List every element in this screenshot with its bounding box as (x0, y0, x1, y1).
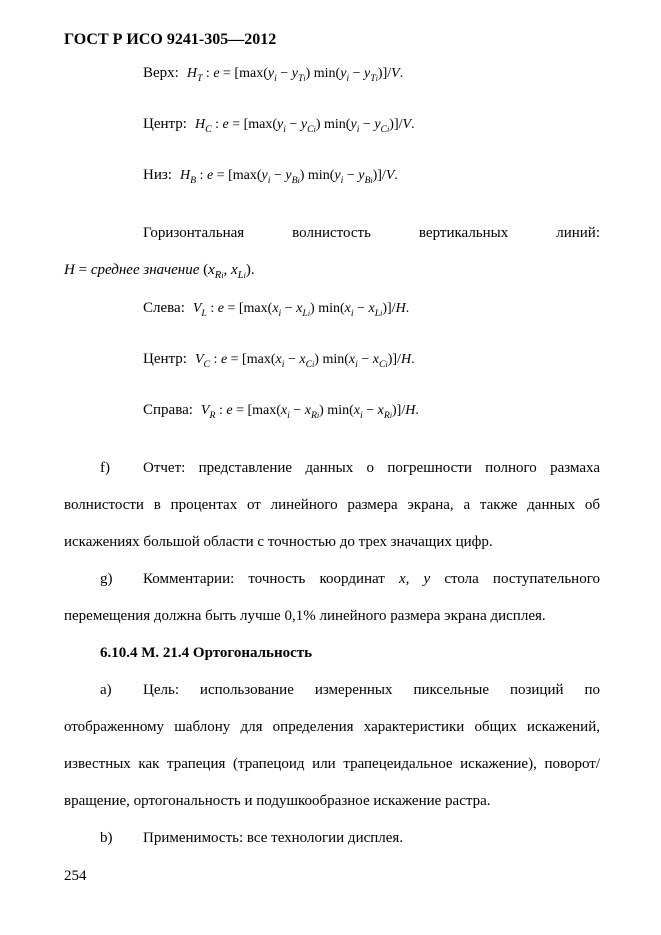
paragraph-b-applicability (64, 820, 600, 857)
paragraph-g-text: Комментарии: точность координат x, y стола поступательного перемещения должна быть лучше 0,1% линейного размера экрана дисплея. (64, 571, 600, 624)
formula-row-center-h (143, 113, 600, 136)
paragraph-b-text: Применимость: все технологии дисплея. (143, 830, 404, 846)
formula-label-center-v: Центр: (143, 351, 187, 367)
horizontal-waviness-paragraph (64, 215, 600, 289)
formula-row-center-v (143, 348, 600, 371)
formula-label-top: Верх: (143, 65, 179, 81)
paragraph-g-comments (64, 561, 600, 635)
formula-row-bottom (143, 164, 600, 187)
waviness-statement-line: Горизонтальная волнистость вертикальных линий: (143, 225, 600, 241)
document-header: ГОСТ Р ИСО 9241-305—2012 (64, 31, 277, 48)
formula-expression-left: $V_L$ : $e = [\max(x_i - x_{Li}) \min(x_i - x_{Li})]/H$. (192, 301, 410, 319)
formula-row-right (143, 399, 600, 422)
formula-expression-center-h: $H_C$ : $e = [\max(y_i - y_{Ci}) \min(y_i - y_{Ci})]/V$. (194, 117, 415, 135)
formula-expression-right: $V_R$ : $e = [\max(x_i - x_{Ri}) \min(x_i - x_{Ri})]/H$. (200, 403, 419, 421)
formula-label-center-h: Центр: (143, 116, 187, 132)
formula-label-left: Слева: (143, 300, 185, 316)
list-marker-b: b) (100, 830, 113, 846)
paragraph-f-text: Отчет: представление данных о погрешности полного размаха волнистости в процентах от линейного размера экрана, а также данных об искажениях большой области с точностью до трех значащих цифр. (64, 460, 600, 550)
formula-expression-top: $H_T$ : $e = [\max(y_i - y_{Ti}) \min(y_i - y_{Ti})]/V$. (186, 66, 404, 84)
waviness-definition-line: H = среднее значение ($x_{Ri}$, $x_{Li}$). (64, 262, 255, 281)
section-heading-orthogonality: 6.10.4 М. 21.4 Ортогональность (100, 645, 313, 661)
formula-row-top (143, 62, 600, 85)
list-marker-g: g) (100, 571, 113, 587)
formula-expression-bottom: $H_B$ : $e = [\max(y_i - y_{Bi}) \min(y_i - y_{Bi})]/V$. (179, 168, 398, 186)
formula-label-bottom: Низ: (143, 167, 172, 183)
paragraph-f-report (64, 450, 600, 561)
formula-row-left (143, 297, 600, 320)
paragraph-a-text: Цель: использование измеренных пиксельные позиций по отображенному шаблону для определения характеристики общих искажений, известных как трапеция (трапецоид или трапецеидальное искажение), поворот/вращение, ортогональность и подушкообразное искажение растра. (64, 682, 600, 809)
formula-expression-center-v: $V_C$ : $e = [\max(x_i - x_{Ci}) \min(x_i - x_{Ci})]/H$. (194, 352, 415, 370)
list-marker-f: f) (100, 460, 110, 476)
page-number: 254 (64, 868, 87, 884)
list-marker-a: a) (100, 682, 112, 698)
paragraph-a-purpose (64, 672, 600, 820)
formula-label-right: Справа: (143, 402, 193, 418)
